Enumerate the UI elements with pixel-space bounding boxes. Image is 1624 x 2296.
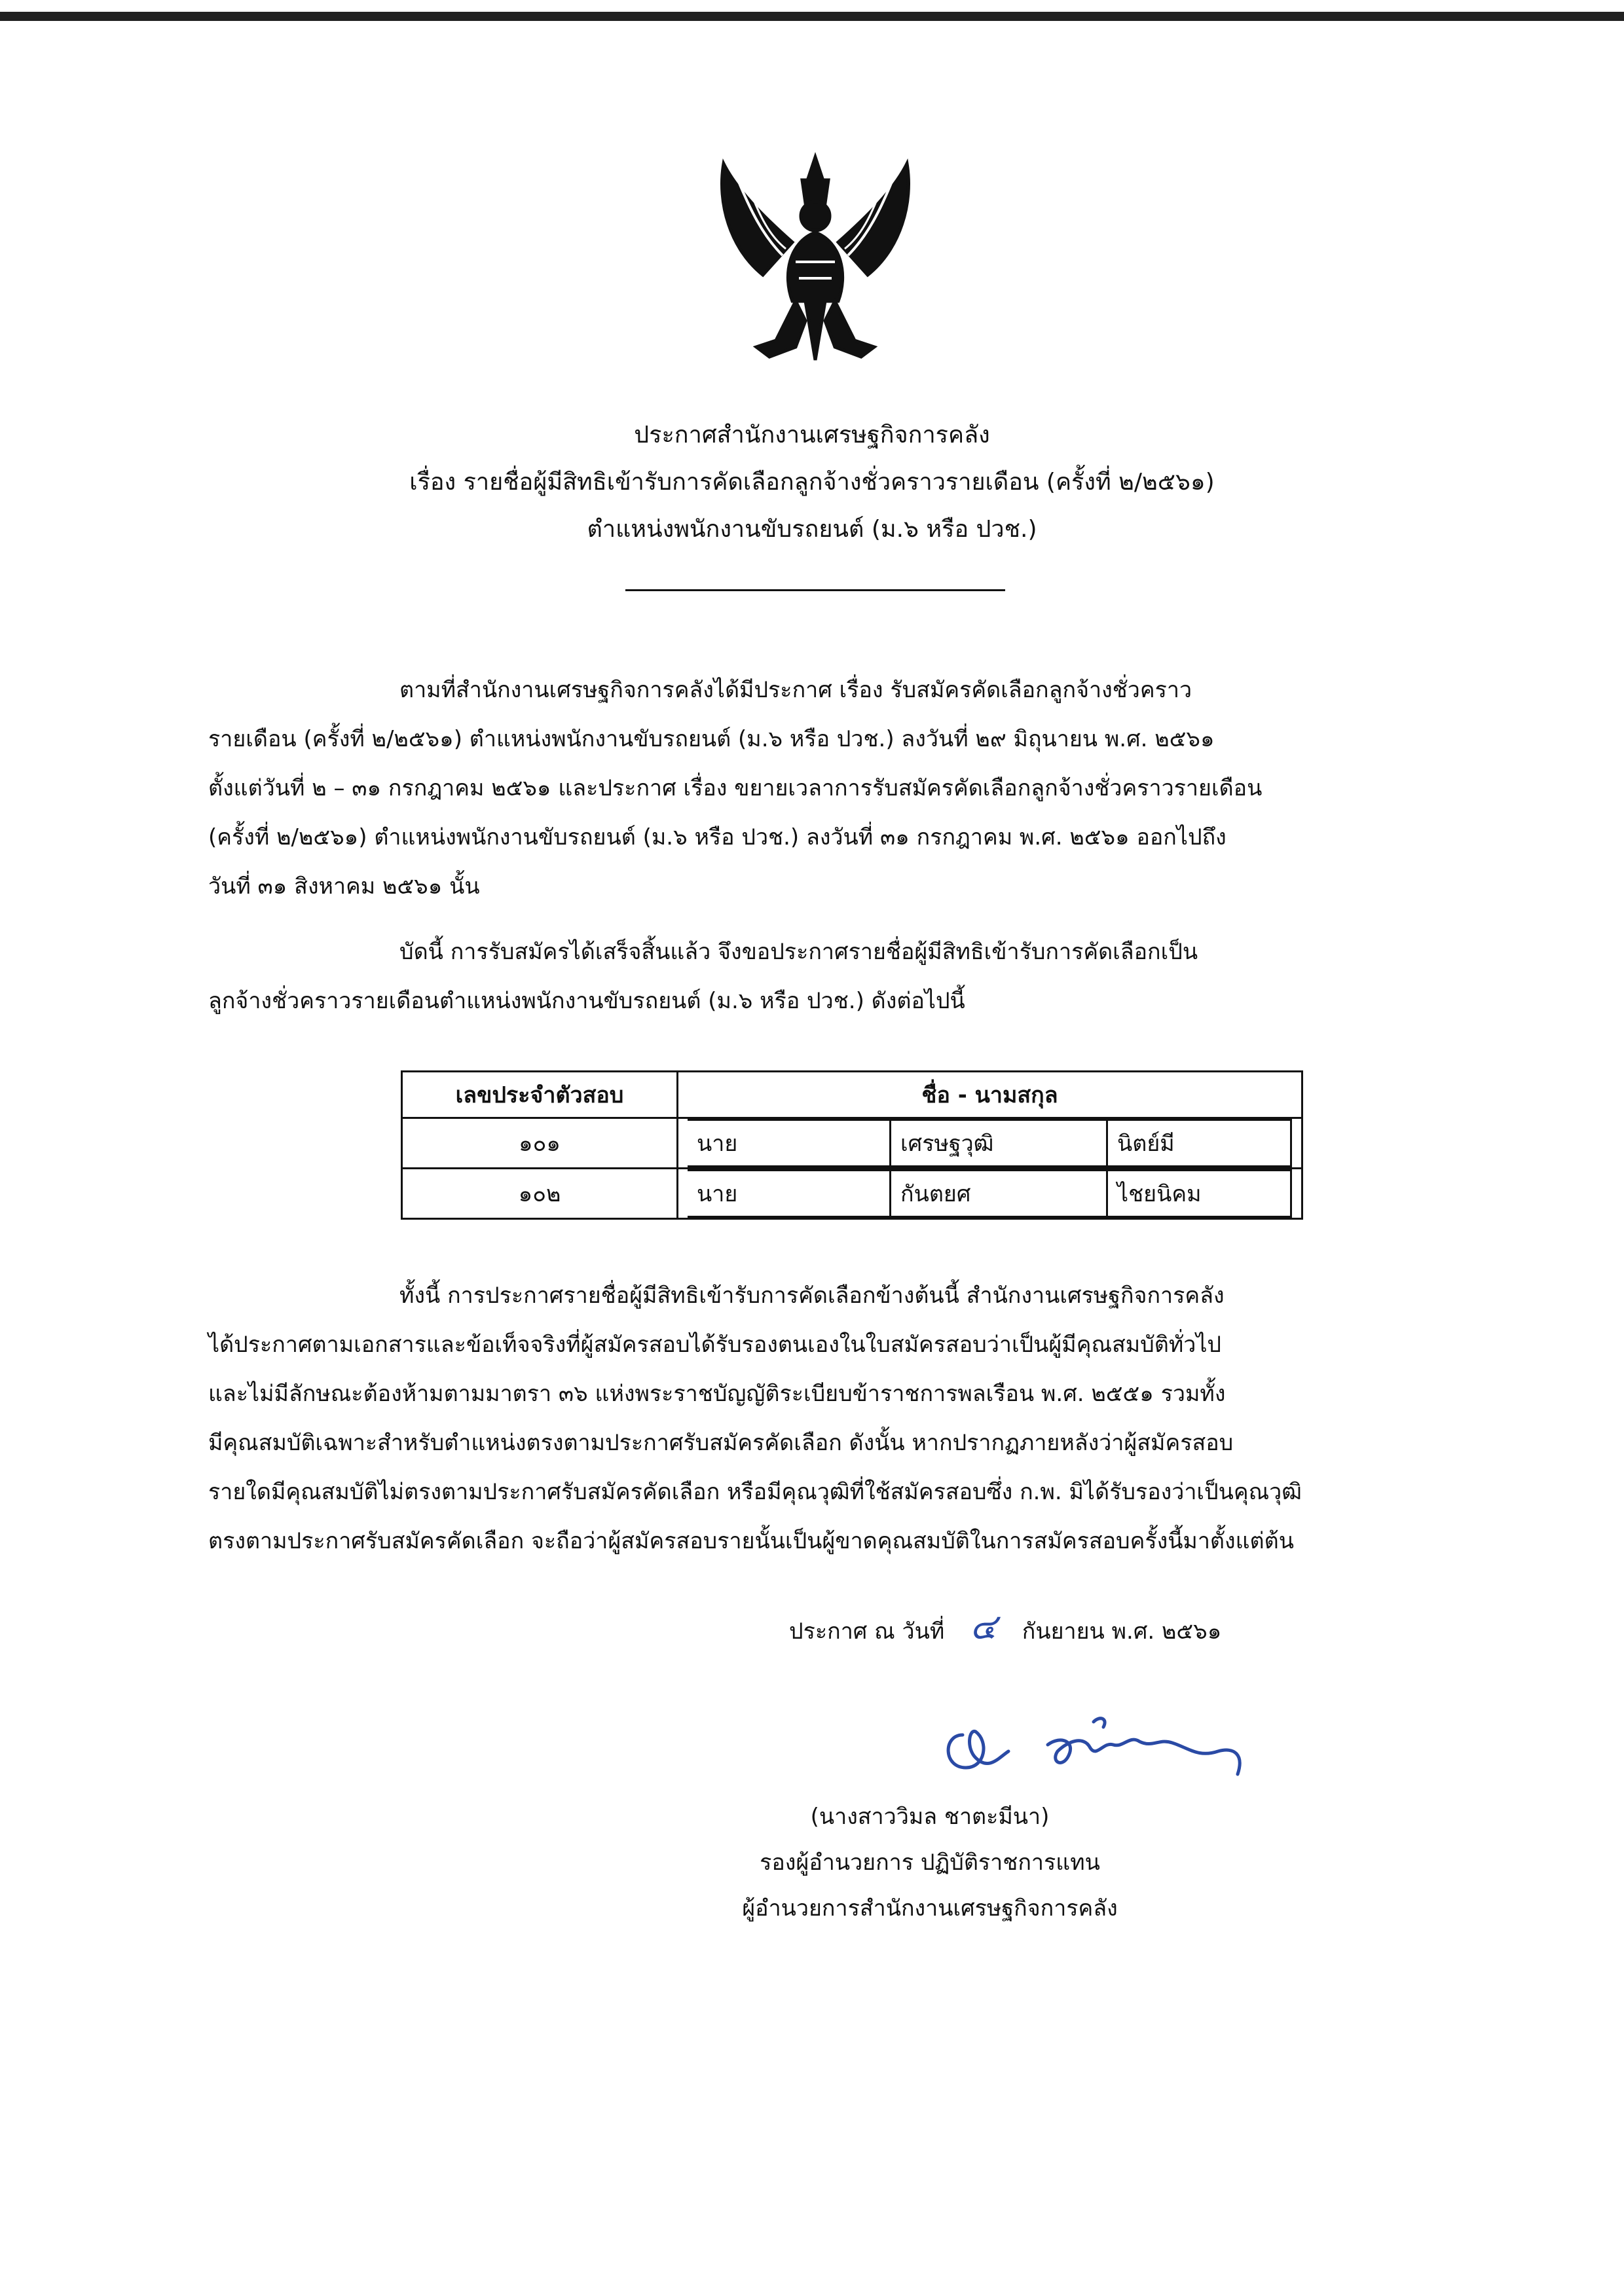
signature-icon [936, 1696, 1277, 1787]
paragraph-2-line: ลูกจ้างชั่วคราวรายเดือนตำแหน่งพนักงานขับรถยนต์ (ม.๖ หรือ ปวช.) ดังต่อไปนี้ [208, 988, 965, 1014]
paragraph-1-line: (ครั้งที่ ๒/๒๕๖๑) ตำแหน่งพนักงานขับรถยนต์ (ม.๖ หรือ ปวช.) ลงวันที่ ๓๑ กรกฎาคม พ.ศ. ๒๕๖๑ ออกไปถึง [208, 824, 1227, 850]
announcement-title: ประกาศสำนักงานเศรษฐกิจการคลัง [634, 422, 990, 448]
title-divider [625, 589, 1005, 591]
table-row [402, 1118, 1302, 1169]
announcement-date [789, 1606, 1222, 1648]
candidate-table [401, 1070, 1303, 1220]
announcement-subject: เรื่อง รายชื่อผู้มีสิทธิเข้ารับการคัดเลือกลูกจ้างชั่วคราวรายเดือน (ครั้งที่ ๒/๒๕๖๑) [409, 469, 1215, 496]
paragraph-1-line: วันที่ ๓๑ สิงหาคม ๒๕๖๑ นั้น [208, 873, 480, 900]
exam-id-cell: ๑๐๒ [402, 1169, 678, 1219]
paragraph-1-line: ตามที่สำนักงานเศรษฐกิจการคลังได้มีประกาศ เรื่อง รับสมัครคัดเลือกลูกจ้างชั่วคราว [399, 677, 1192, 703]
handwritten-day: ๔ [970, 1606, 997, 1647]
date-suffix: กันยายน พ.ศ. ๒๕๖๑ [1022, 1618, 1222, 1645]
paragraph-1-line: รายเดือน (ครั้งที่ ๒/๒๕๖๑) ตำแหน่งพนักงานขับรถยนต์ (ม.๖ หรือ ปวช.) ลงวันที่ ๒๙ มิถุนายน พ.ศ. ๒๕๖๑ [208, 726, 1215, 752]
title-cell: นาย [688, 1171, 891, 1217]
first-name-cell: กันตยศ [891, 1171, 1107, 1217]
scan-edge-bar [0, 12, 1624, 21]
exam-id-cell: ๑๐๑ [402, 1118, 678, 1169]
paragraph-2-line: บัดนี้ การรับสมัครได้เสร็จสิ้นแล้ว จึงขอประกาศรายชื่อผู้มีสิทธิเข้ารับการคัดเลือกเป็น [399, 939, 1198, 965]
table-row [402, 1169, 1302, 1219]
paragraph-3-line: และไม่มีลักษณะต้องห้ามตามมาตรา ๓๖ แห่งพระราชบัญญัติระเบียบข้าราชการพลเรือน พ.ศ. ๒๕๕๑ รวมทั้ง [208, 1381, 1226, 1407]
paragraph-3-line: ได้ประกาศตามเอกสารและข้อเท็จจริงที่ผู้สมัครสอบได้รับรองตนเองในใบสมัครสอบว่าเป็นผู้มีคุณสมบัติทั่วไป [208, 1332, 1222, 1358]
last-name-cell: ไชยนิคม [1107, 1171, 1291, 1217]
first-name-cell: เศรษฐวุฒิ [891, 1120, 1107, 1167]
paragraph-3-line: รายใดมีคุณสมบัติไม่ตรงตามประกาศรับสมัครคัดเลือก หรือมีคุณวุฒิที่ใช้สมัครสอบซึ่ง ก.พ. มิได้รับรองว่าเป็นคุณวุฒิ [208, 1479, 1302, 1505]
signatory-office: ผู้อำนวยการสำนักงานเศรษฐกิจการคลัง [742, 1895, 1118, 1922]
table-header-row [402, 1072, 1302, 1118]
paragraph-3-line: ทั้งนี้ การประกาศรายชื่อผู้มีสิทธิเข้ารับการคัดเลือกข้างต้นนี้ สำนักงานเศรษฐกิจการคลัง [399, 1283, 1225, 1309]
signatory-name: (นางสาววิมล ชาตะมีนา) [810, 1804, 1050, 1830]
header-full-name: ชื่อ - นามสกุล [678, 1072, 1302, 1118]
announcement-position: ตำแหน่งพนักงานขับรถยนต์ (ม.๖ หรือ ปวช.) [587, 516, 1037, 543]
signatory-position: รองผู้อำนวยการ ปฏิบัติราชการแทน [760, 1850, 1100, 1876]
header-exam-id: เลขประจำตัวสอบ [402, 1072, 678, 1118]
paragraph-3-line: มีคุณสมบัติเฉพาะสำหรับตำแหน่งตรงตามประกาศรับสมัครคัดเลือก ดังนั้น หากปรากฏภายหลังว่าผู้สมัครสอบ [208, 1430, 1234, 1456]
paragraph-1-line: ตั้งแต่วันที่ ๒ – ๓๑ กรกฎาคม ๒๕๖๑ และประกาศ เรื่อง ขยายเวลาการรับสมัครคัดเลือกลูกจ้างชั่วคราวรายเดือน [208, 775, 1263, 801]
last-name-cell: นิตย์มี [1107, 1120, 1291, 1167]
date-prefix: ประกาศ ณ วันที่ [789, 1618, 945, 1645]
paragraph-3-line: ตรงตามประกาศรับสมัครคัดเลือก จะถือว่าผู้สมัครสอบรายนั้นเป็นผู้ขาดคุณสมบัติในการสมัครสอบครั้งนี้มาตั้งแต่ต้น [208, 1528, 1294, 1554]
title-cell: นาย [688, 1120, 891, 1167]
garuda-emblem-icon [710, 151, 920, 373]
